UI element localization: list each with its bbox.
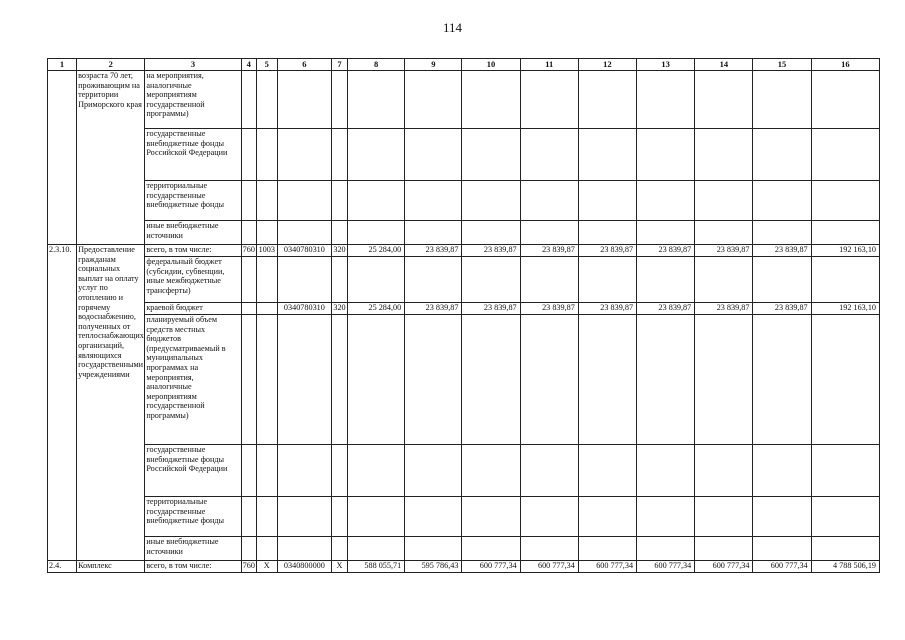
column-header: 16 (811, 59, 879, 71)
code-cell (331, 537, 347, 561)
table-row (48, 561, 880, 573)
table-row (48, 221, 880, 245)
value-cell: 600 777,34 (578, 561, 636, 573)
code-cell (277, 315, 331, 445)
value-cell: 192 163,10 (811, 303, 879, 315)
value-cell (811, 445, 879, 497)
source-label: иные внебюджетные источники (145, 221, 241, 245)
table-row (48, 315, 880, 445)
column-header: 5 (256, 59, 277, 71)
code-cell (256, 445, 277, 497)
value-cell (405, 497, 462, 537)
value-cell (405, 445, 462, 497)
empty-cell (256, 181, 277, 221)
source-label: территориальные государственные внебюджетные фонды (145, 497, 241, 537)
empty-cell (578, 221, 636, 245)
empty-cell (753, 71, 811, 129)
empty-cell (811, 71, 879, 129)
value-cell (520, 315, 578, 445)
value-cell: 23 839,87 (578, 245, 636, 257)
empty-cell (241, 71, 256, 129)
row-name: возраста 70 лет, проживающим на территории Приморского края (77, 71, 145, 245)
value-cell: 192 163,10 (811, 245, 879, 257)
value-cell (637, 497, 695, 537)
page-number: 114 (442, 20, 463, 35)
empty-cell (578, 129, 636, 181)
code-cell (241, 497, 256, 537)
value-cell (811, 315, 879, 445)
empty-cell (405, 71, 462, 129)
empty-cell (241, 129, 256, 181)
table-row (48, 445, 880, 497)
value-cell (520, 497, 578, 537)
value-cell (753, 315, 811, 445)
column-header: 7 (331, 59, 347, 71)
empty-cell (462, 221, 520, 245)
column-header: 10 (462, 59, 520, 71)
column-header: 6 (277, 59, 331, 71)
code-cell (256, 303, 277, 315)
table-row (48, 71, 880, 129)
empty-cell (348, 71, 405, 129)
value-cell (348, 257, 405, 303)
empty-cell (256, 71, 277, 129)
value-cell (753, 445, 811, 497)
value-cell: 25 284,00 (348, 303, 405, 315)
source-label: на мероприятия, аналогичные мероприятиям государственной программы) (145, 71, 241, 129)
empty-cell (277, 221, 331, 245)
value-cell (637, 537, 695, 561)
empty-cell (520, 181, 578, 221)
empty-cell (462, 129, 520, 181)
column-header: 14 (695, 59, 753, 71)
table-row (48, 245, 880, 257)
empty-cell (637, 129, 695, 181)
column-header: 12 (578, 59, 636, 71)
empty-cell (462, 71, 520, 129)
table-row (48, 129, 880, 181)
source-label: краевой бюджет (145, 303, 241, 315)
code-cell: 0340800000 (277, 561, 331, 573)
code-cell: 760 (241, 245, 256, 257)
value-cell (348, 537, 405, 561)
value-cell: 23 839,87 (462, 303, 520, 315)
value-cell (753, 537, 811, 561)
value-cell (695, 315, 753, 445)
empty-cell (811, 181, 879, 221)
value-cell (811, 497, 879, 537)
code-cell: X (256, 561, 277, 573)
code-cell: 1003 (256, 245, 277, 257)
value-cell (405, 257, 462, 303)
code-cell (241, 315, 256, 445)
empty-cell (695, 71, 753, 129)
source-label: всего, в том числе: (145, 245, 241, 257)
code-cell (331, 257, 347, 303)
table-row (48, 497, 880, 537)
column-header: 1 (48, 59, 77, 71)
value-cell (348, 445, 405, 497)
value-cell (578, 497, 636, 537)
value-cell: 600 777,34 (753, 561, 811, 573)
empty-cell (753, 221, 811, 245)
empty-cell (753, 129, 811, 181)
value-cell (405, 537, 462, 561)
value-cell: 23 839,87 (578, 303, 636, 315)
value-cell (811, 537, 879, 561)
empty-cell (331, 129, 347, 181)
code-cell: 0340780310 (277, 303, 331, 315)
value-cell (578, 315, 636, 445)
empty-cell (348, 221, 405, 245)
source-label: иные внебюджетные источники (145, 537, 241, 561)
value-cell (811, 257, 879, 303)
source-label: всего, в том числе: (145, 561, 241, 573)
empty-cell (637, 71, 695, 129)
empty-cell (695, 129, 753, 181)
code-cell (331, 315, 347, 445)
empty-cell (753, 181, 811, 221)
value-cell (753, 257, 811, 303)
value-cell: 588 055,71 (348, 561, 405, 573)
source-label: федеральный бюджет (субсидии, субвенции, иные межбюджетные трансферты) (145, 257, 241, 303)
table-row (48, 257, 880, 303)
value-cell (348, 497, 405, 537)
row-number: 2.4. (48, 561, 77, 573)
value-cell: 23 839,87 (695, 303, 753, 315)
value-cell: 25 284,00 (348, 245, 405, 257)
value-cell (578, 445, 636, 497)
empty-cell (578, 71, 636, 129)
value-cell (520, 537, 578, 561)
value-cell (578, 257, 636, 303)
column-header: 9 (405, 59, 462, 71)
value-cell: 600 777,34 (695, 561, 753, 573)
empty-cell (520, 71, 578, 129)
column-header: 13 (637, 59, 695, 71)
code-cell (256, 497, 277, 537)
value-cell (462, 315, 520, 445)
value-cell (578, 537, 636, 561)
empty-cell (520, 129, 578, 181)
row-name: Предоставление гражданам социальных выплат на оплату услуг по отоплению и горячему водоснабжению, полученных от теплоснабжающих организаций, являющихся государственными учреждениями (77, 245, 145, 561)
value-cell: 600 777,34 (520, 561, 578, 573)
code-cell: 0340780310 (277, 245, 331, 257)
empty-cell (277, 181, 331, 221)
value-cell (348, 315, 405, 445)
code-cell (241, 445, 256, 497)
value-cell: 4 788 506,19 (811, 561, 879, 573)
column-header: 3 (145, 59, 241, 71)
value-cell (753, 497, 811, 537)
value-cell (637, 445, 695, 497)
code-cell (277, 497, 331, 537)
code-cell (256, 257, 277, 303)
code-cell: 760 (241, 561, 256, 573)
code-cell: 320 (331, 303, 347, 315)
value-cell (405, 315, 462, 445)
empty-cell (462, 181, 520, 221)
empty-cell (405, 221, 462, 245)
empty-cell (405, 181, 462, 221)
value-cell (637, 315, 695, 445)
value-cell (695, 497, 753, 537)
empty-cell (811, 129, 879, 181)
empty-cell (348, 181, 405, 221)
empty-cell (405, 129, 462, 181)
code-cell (331, 497, 347, 537)
code-cell (256, 315, 277, 445)
value-cell (462, 445, 520, 497)
code-cell: X (331, 561, 347, 573)
empty-cell (277, 129, 331, 181)
empty-cell (241, 181, 256, 221)
source-label: территориальные государственные внебюджетные фонды (145, 181, 241, 221)
value-cell: 23 839,87 (462, 245, 520, 257)
value-cell: 600 777,34 (462, 561, 520, 573)
value-cell (462, 257, 520, 303)
value-cell: 23 839,87 (405, 303, 462, 315)
code-cell (241, 257, 256, 303)
value-cell: 23 839,87 (753, 245, 811, 257)
row-number: 2.3.10. (48, 245, 77, 561)
empty-cell (348, 129, 405, 181)
code-cell (277, 445, 331, 497)
source-label: государственные внебюджетные фонды Российской Федерации (145, 129, 241, 181)
empty-cell (520, 221, 578, 245)
table-row (48, 181, 880, 221)
value-cell (695, 445, 753, 497)
row-number (48, 71, 77, 245)
value-cell: 23 839,87 (637, 303, 695, 315)
value-cell: 595 786,43 (405, 561, 462, 573)
column-header: 8 (348, 59, 405, 71)
source-label: планируемый объем средств местных бюджетов (предусматриваемый в муниципальных программах на мероприятия, аналогичные мероприятиям государственной программы) (145, 315, 241, 445)
value-cell (520, 445, 578, 497)
value-cell: 23 839,87 (695, 245, 753, 257)
code-cell (241, 537, 256, 561)
empty-cell (331, 181, 347, 221)
empty-cell (637, 221, 695, 245)
value-cell: 23 839,87 (637, 245, 695, 257)
value-cell (462, 537, 520, 561)
empty-cell (331, 221, 347, 245)
empty-cell (695, 221, 753, 245)
empty-cell (277, 71, 331, 129)
source-label: государственные внебюджетные фонды Российской Федерации (145, 445, 241, 497)
budget-table (47, 58, 880, 573)
empty-cell (578, 181, 636, 221)
empty-cell (241, 221, 256, 245)
code-cell (331, 445, 347, 497)
table-row (48, 537, 880, 561)
code-cell (277, 537, 331, 561)
code-cell (256, 537, 277, 561)
value-cell (695, 257, 753, 303)
empty-cell (695, 181, 753, 221)
empty-cell (256, 129, 277, 181)
empty-cell (811, 221, 879, 245)
code-cell (277, 257, 331, 303)
value-cell (462, 497, 520, 537)
column-header: 2 (77, 59, 145, 71)
value-cell: 23 839,87 (753, 303, 811, 315)
empty-cell (331, 71, 347, 129)
value-cell (637, 257, 695, 303)
empty-cell (256, 221, 277, 245)
value-cell: 23 839,87 (520, 303, 578, 315)
value-cell: 23 839,87 (405, 245, 462, 257)
header-row (48, 59, 880, 71)
empty-cell (637, 181, 695, 221)
table-row (48, 303, 880, 315)
column-header: 11 (520, 59, 578, 71)
value-cell (695, 537, 753, 561)
value-cell (520, 257, 578, 303)
column-header: 4 (241, 59, 256, 71)
code-cell (241, 303, 256, 315)
column-header: 15 (753, 59, 811, 71)
code-cell: 320 (331, 245, 347, 257)
value-cell: 600 777,34 (637, 561, 695, 573)
row-name: Комплекс (77, 561, 145, 573)
value-cell: 23 839,87 (520, 245, 578, 257)
